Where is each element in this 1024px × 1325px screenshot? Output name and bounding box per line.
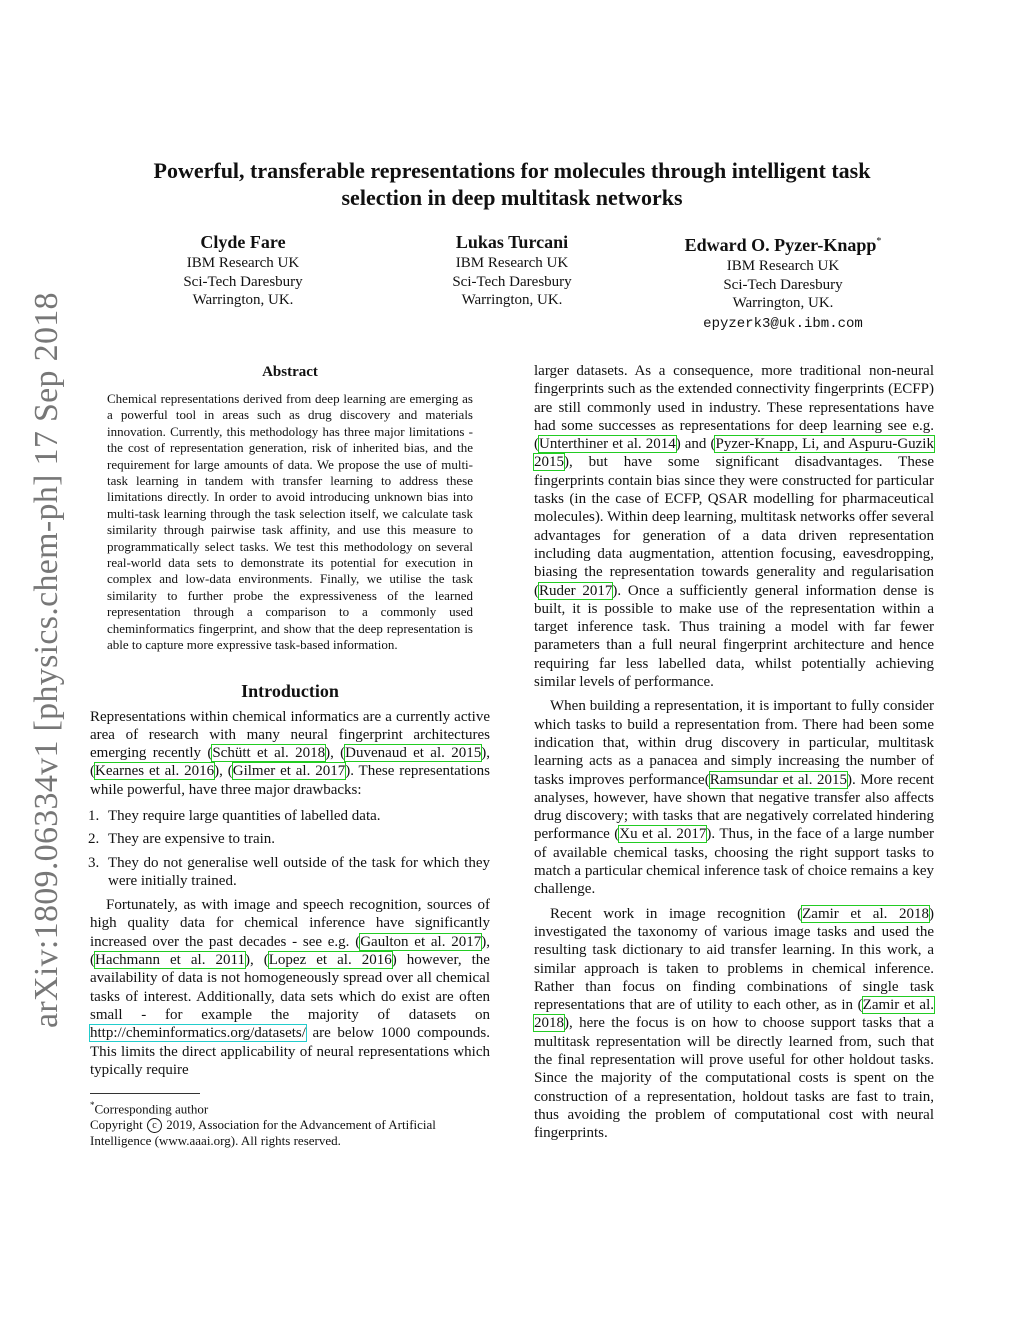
paper-title xyxy=(100,157,924,211)
citation-link[interactable]: Pyzer-Knapp, Li, and Aspuru-Guzik 2015 xyxy=(534,436,934,471)
citation-link[interactable]: Hachmann et al. 2011 xyxy=(95,952,245,969)
right-paragraph-1: larger datasets. As a consequence, more traditional non-neural fingerprints such as the extended connectivity fingerprints (ECFP) are still commonly used in industry. These representations have had some successes as representations for deep learning see e.g. (Unterthiner et al. 2014) and (Pyzer-Knapp, Li, and Aspuru-Guzik 2015), but have some significant disadvantages. These fingerprints contain bias since they were constructed for particular tasks (in the case of ECFP, QSAR modelling for pharmaceutical molecules). Within deep learning, multitask networks offer several advantages for generation of a data driven representation including data augmentation, attention focusing, eavesdropping, biasing the representation towards generality and regularisation (Ruder 2017). Once a sufficiently general information dense is built, it is possible to make use of the representation within a target inference task. Thus training a model with far fewer parameters than a full neural fingerprint architecture and hence requiring far less labelled data, whilst potentially achieving similar levels of performance. xyxy=(534,363,934,691)
author-city: Warrington, UK. xyxy=(461,292,563,308)
author-block-2 xyxy=(422,230,602,310)
author-block-3 xyxy=(663,230,903,333)
right-paragraph-2: When building a representation, it is important to fully consider which tasks to build a representation from. There had been some indication that, within drug discovery in particular, multitask learning acts as a panacea and simply increasing the number of tasks improves performance(Ramsundar et al. 2015). More recent analyses, however, have shown that negative transfer also affects drug discovery; with tasks that are negatively correlated hindering performance (Xu et al. 2017). Thus, in the face of a large number of available chemical tasks, choosing the right support tasks to match a particular chemical inference task of choice remains a key challenge. xyxy=(534,698,934,898)
dataset-url-link[interactable]: http://cheminformatics.org/datasets/ xyxy=(90,1025,306,1042)
citation-link[interactable]: Ramsundar et al. 2015 xyxy=(709,771,848,788)
citation-link[interactable]: Schütt et al. 2018 xyxy=(212,745,326,762)
arxiv-identifier-stamp: arXiv:1809.06334v1 [physics.chem-ph] 17 Sep 2018 xyxy=(28,292,65,1028)
citation-link[interactable]: Lopez et al. 2016 xyxy=(268,952,392,969)
abstract-text: Chemical representations derived from deep learning are emerging as a powerful tool in areas such as drug discovery and materials innovation. Currently, this methodology has three major limitations - the cost of representation generation, risk of inherited bias, and the requirement for large amounts of data. We propose the use of multi-task learning in tandem with transfer learning to address these limitations directly. In order to avoid introducing unknown bias into multi-task learning through the task selection itself, we calculate task similarity through pairwise task affinity, and use this measure to programmatically select tasks. We test this methodology on several real-world data sets to demonstrate its potential for execution in complex and low-data environments. Finally, we utilise the task similarity to further probe the expressiveness of the learned representation through a comparison to a commonly used cheminformatics fingerprint, and show that the deep representation is able to capture more expressive task-based information. xyxy=(107,391,473,653)
author-site: Sci-Tech Daresbury xyxy=(183,273,303,290)
citation-link[interactable]: Xu et al. 2017 xyxy=(619,826,707,843)
citation-link[interactable]: Gaulton et al. 2017 xyxy=(360,933,482,950)
author-org: IBM Research UK xyxy=(726,258,840,274)
author-city: Warrington, UK. xyxy=(192,292,294,308)
author-site: Sci-Tech Daresbury xyxy=(723,276,843,293)
title-line-1: Powerful, transferable representations for molecules through intelligent task xyxy=(153,158,871,183)
author-name: Edward O. Pyzer-Knapp* xyxy=(684,235,882,255)
citation-link[interactable]: Kearnes et al. 2016 xyxy=(95,763,215,780)
introduction-heading: Introduction xyxy=(241,680,339,701)
author-block-1 xyxy=(153,230,333,310)
citation-link[interactable]: Zamir et al. 2018 xyxy=(802,905,929,922)
title-line-2: selection in deep multitask networks xyxy=(341,185,683,210)
author-site: Sci-Tech Daresbury xyxy=(452,273,572,290)
citation-link[interactable]: Duvenaud et al. 2015 xyxy=(345,745,482,762)
author-name: Clyde Fare xyxy=(200,232,286,252)
footnote-copyright: Copyright c 2019, Association for the Advancement of Artificial Intelligence (www.aaai.org). All rights reserved. xyxy=(90,1116,436,1149)
author-org: IBM Research UK xyxy=(455,255,569,271)
citation-link[interactable]: Zamir et al. 2018 xyxy=(534,997,934,1032)
abstract-heading: Abstract xyxy=(262,364,318,380)
list-item: 1. They require large quantities of labelled data. xyxy=(88,807,381,824)
copyright-symbol: c xyxy=(147,1118,162,1133)
author-org: IBM Research UK xyxy=(186,255,300,271)
citation-link[interactable]: Ruder 2017 xyxy=(539,582,613,599)
citation-link[interactable]: Unterthiner et al. 2014 xyxy=(539,436,676,453)
drawbacks-list xyxy=(90,807,490,890)
author-email[interactable]: epyzerk3@uk.ibm.com xyxy=(703,315,863,332)
intro-paragraph-2: Fortunately, as with image and speech recognition, sources of high quality data for chemical inference have significantly increased over the past decades - see e.g. (Gaulton et al. 2017), (Hachmann et al. 2011), (Lopez et al. 2016) however, the availability of data is not homogeneously spread over all chemical tasks of interest. Additionally, data sets which do exist are often small - for example the majority of datasets on http://cheminformatics.org/datasets/ are below 1000 compounds. This limits the direct applicability of neural representations which typically require xyxy=(90,897,490,1078)
citation-link[interactable]: Gilmer et al. 2017 xyxy=(232,763,346,780)
right-column xyxy=(534,362,934,1142)
footnote-divider xyxy=(90,1093,200,1094)
list-item: 2. They are expensive to train. xyxy=(88,831,276,848)
author-city: Warrington, UK. xyxy=(732,295,834,311)
right-paragraph-3: Recent work in image recognition (Zamir et al. 2018) investigated the taxonomy of various image tasks and used the resulting task dictionary to aid transfer learning. In this work, a similar approach is taken to problems in chemical inference. Rather than focus on finding combinations of single task representations that are of utility to each other, as in (Zamir et al. 2018), here the focus is on how to choose support tasks that a multitask representation will be directly learned from, such that the final representation will prove useful for other holdout tasks. Since the majority of the computational costs is spent on the construction of a representation, holdout tasks are fast to train, thus avoiding the problem of computational cost with neural fingerprints. xyxy=(534,905,934,1142)
author-name: Lukas Turcani xyxy=(455,232,569,252)
left-column xyxy=(90,362,490,1149)
intro-paragraph-1: Representations within chemical informatics are a currently active area of research with many neural fingerprint architectures emerging recently (Schütt et al. 2018), (Duvenaud et al. 2015), (Kearnes et al. 2016), (Gilmer et al. 2017). These representations while powerful, have three major drawbacks: xyxy=(90,708,491,798)
corresponding-mark: * xyxy=(876,236,882,247)
footnote-corresponding: *Corresponding author xyxy=(90,1100,209,1117)
list-item: 3. They do not generalise well outside of the task for which they were initially trained. xyxy=(88,854,490,889)
